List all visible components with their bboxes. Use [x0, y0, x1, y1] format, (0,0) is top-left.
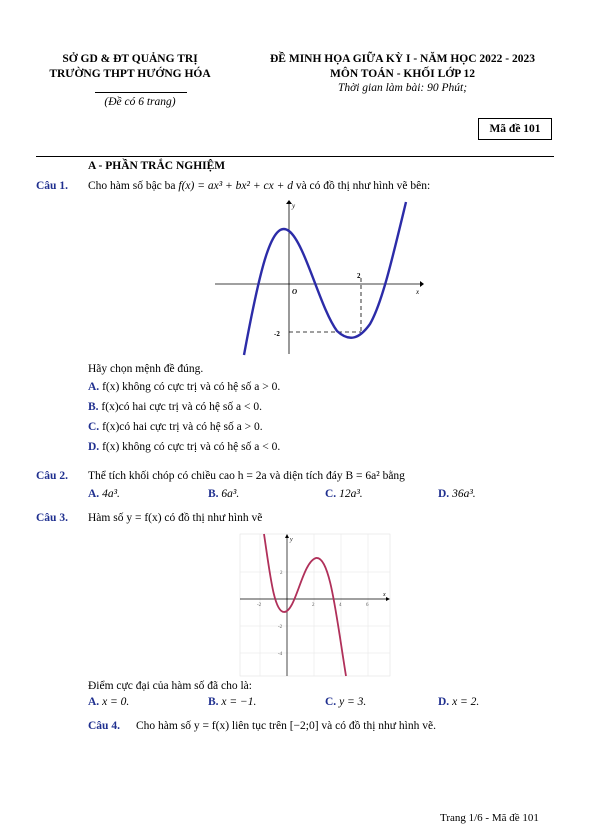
q3-option-d[interactable]: [438, 696, 479, 708]
q3-tick-y-neg2: -2: [278, 625, 283, 630]
dept-name: SỞ GD & ĐT QUẢNG TRỊ: [62, 53, 198, 65]
subject: MÔN TOÁN - KHỐI LỚP 12: [330, 68, 475, 80]
q1-option-c[interactable]: [88, 421, 263, 433]
q1-x-label: x: [416, 288, 420, 296]
q2-option-c[interactable]: [325, 488, 363, 500]
q1-tick-x: 2: [357, 272, 361, 280]
q1-formula: f(x) = ax³ + bx² + cx + d: [178, 180, 293, 192]
q3-label: Câu 3.: [36, 512, 68, 524]
q3-option-b[interactable]: [208, 696, 256, 708]
q2-option-a[interactable]: [88, 488, 120, 500]
q3-option-d-text: x = 2.: [452, 696, 480, 708]
q3-option-b-text: x = −1.: [221, 696, 257, 708]
q4-label: Câu 4.: [88, 720, 120, 732]
q2-option-b-text: 6a³.: [221, 488, 240, 500]
q3-option-c-text: y = 3.: [339, 696, 367, 708]
q3-option-c-key: C.: [325, 696, 337, 708]
q3-tick-x-neg2: -2: [257, 603, 262, 608]
q1-tick-y: -2: [274, 330, 280, 338]
q3-option-d-key: D.: [438, 696, 450, 708]
section-title: A - PHẦN TRẮC NGHIỆM: [88, 160, 226, 172]
q2-option-d-text: 36a³.: [452, 488, 476, 500]
q2-option-d-key: D.: [438, 488, 450, 500]
header-divider: [95, 92, 187, 93]
q3-tick-x-6: 6: [366, 603, 369, 608]
q1-y-label: y: [292, 202, 296, 210]
q1-text-a: Cho hàm số bậc ba: [88, 180, 176, 192]
page-footer: Trang 1/6 - Mã đề 101: [440, 812, 539, 824]
q1-graph: [210, 198, 425, 356]
q3-prompt: Điểm cực đại của hàm số đã cho là:: [88, 680, 252, 692]
q3-graph: [240, 534, 390, 676]
q3-stem: Hàm số y = f(x) có đồ thị như hình vẽ: [88, 512, 263, 524]
q3-option-a[interactable]: [88, 696, 129, 708]
q1-option-b-key: B.: [88, 401, 99, 413]
q2-option-b[interactable]: [208, 488, 239, 500]
q1-option-c-text: f(x)có hai cực trị và có hệ số a > 0.: [102, 421, 263, 433]
q1-axes: [215, 200, 424, 354]
header-rule: [36, 156, 554, 157]
q3-y-label: y: [290, 537, 293, 543]
q2-option-a-key: A.: [88, 488, 100, 500]
q1-option-d-key: D.: [88, 441, 100, 453]
q1-option-d[interactable]: [88, 441, 280, 453]
exam-time: Thời gian làm bài: 90 Phút;: [337, 82, 468, 94]
exam-code-box: Mã đề 101: [478, 118, 552, 140]
school-name: TRƯỜNG THPT HƯỚNG HÓA: [49, 68, 211, 80]
q1-origin-label: O: [292, 288, 298, 296]
q1-option-d-text: f(x) không có cực trị và có hệ số a < 0.: [102, 441, 281, 453]
q2-option-b-key: B.: [208, 488, 219, 500]
q1-option-c-key: C.: [88, 421, 100, 433]
q3-option-a-text: x = 0.: [102, 696, 130, 708]
q3-option-c[interactable]: [325, 696, 366, 708]
q2-stem: Thể tích khối chóp có chiều cao h = 2a và diện tích đáy B = 6a² bằng: [88, 470, 405, 482]
q2-option-d[interactable]: [438, 488, 476, 500]
q1-option-b-text: f(x)có hai cực trị và có hệ số a < 0.: [101, 401, 262, 413]
q3-tick-y-neg4: -4: [278, 652, 283, 657]
q3-tick-y-2: 2: [280, 571, 283, 576]
q3-tick-x-2: 2: [312, 603, 315, 608]
q2-option-a-text: 4a³.: [102, 488, 120, 500]
q3-x-label: x: [383, 592, 386, 598]
q2-option-c-text: 12a³.: [339, 488, 363, 500]
q1-option-a-key: A.: [88, 381, 100, 393]
q2-label: Câu 2.: [36, 470, 68, 482]
q3-option-b-key: B.: [208, 696, 219, 708]
q3-option-a-key: A.: [88, 696, 100, 708]
exam-title: ĐỀ MINH HỌA GIỮA KỲ I - NĂM HỌC 2022 - 2023: [269, 53, 536, 65]
q2-option-c-key: C.: [325, 488, 337, 500]
q1-option-a[interactable]: [88, 381, 280, 393]
q4-stem: Cho hàm số y = f(x) liên tục trên [−2;0] và có đồ thị như hình vẽ.: [136, 720, 436, 732]
q1-option-a-text: f(x) không có cực trị và có hệ số a > 0.: [102, 381, 281, 393]
pages-note: (Đề có 6 trang): [104, 96, 176, 108]
q1-prompt: Hãy chọn mệnh đề đúng.: [88, 363, 204, 375]
q3-tick-x-4: 4: [339, 603, 342, 608]
q1-option-b[interactable]: [88, 401, 262, 413]
q1-label: Câu 1.: [36, 180, 68, 192]
q1-text-b: và có đồ thị như hình vẽ bên:: [295, 180, 431, 192]
q1-stem: [88, 180, 430, 192]
